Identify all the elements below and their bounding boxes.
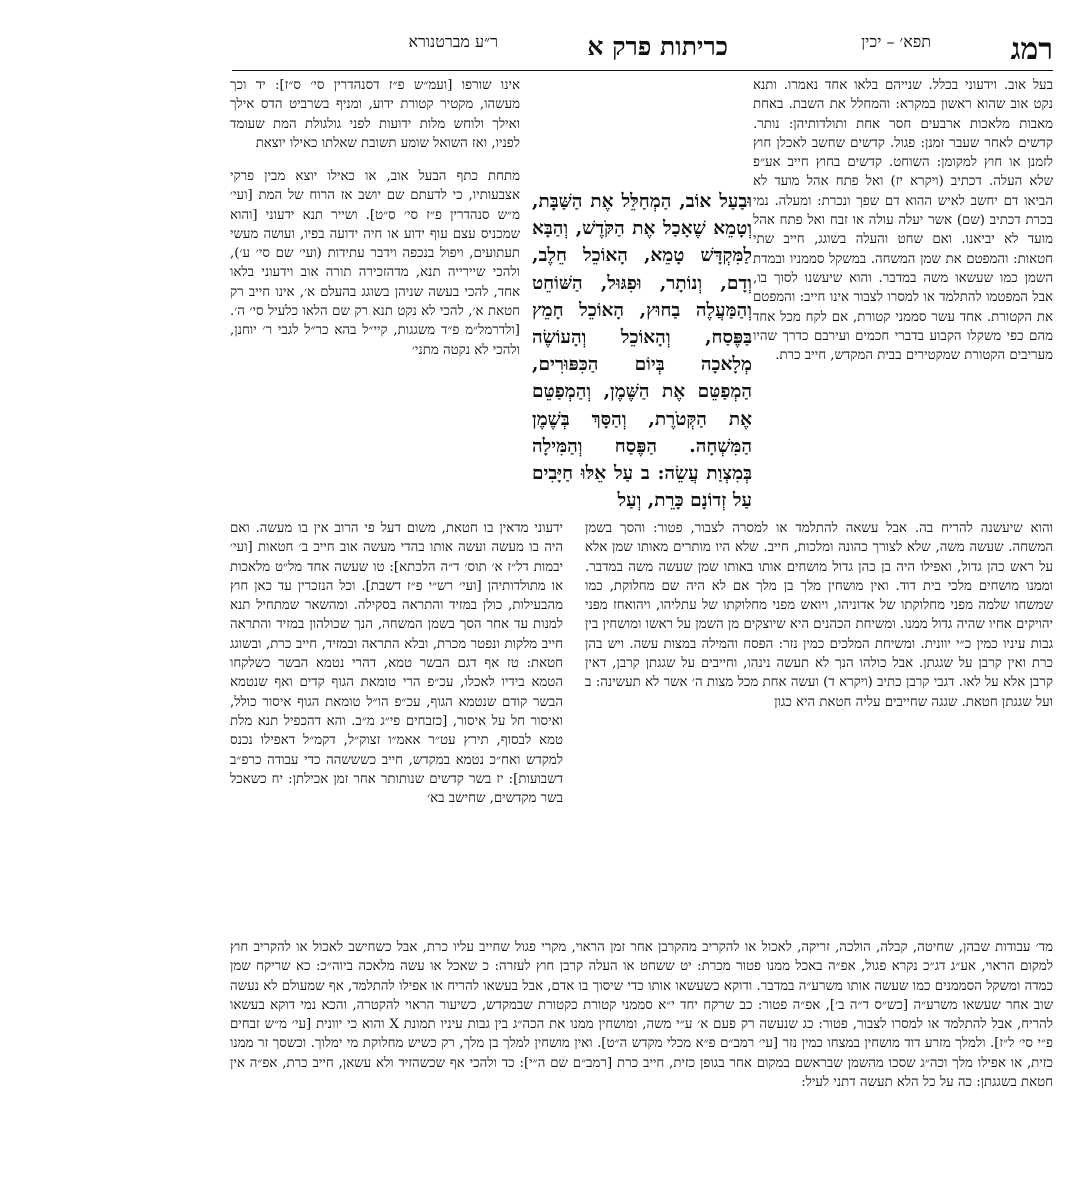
- folio-number: רמג: [1010, 32, 1053, 67]
- bartenura-commentary-top: [753, 76, 1053, 365]
- tiferet-commentary-column: [230, 167, 520, 360]
- mishnah-block: [532, 188, 752, 514]
- bartenura-text-bottom: והוא שיעשנה להריח בה. אבל עשאה להתלמד או למסרה לצבור, פטור: והסך בשמן המשחה. שעשה משה, שלא לצורך כהונה ומלכות, חייב. שלא היו מותרים מאותו שמן אלא על ראש כהן גדול, ואפילו היה בן כהן גדול מושחים אותו באותו שמן שעשה משה במדבר. וממנו מושחים מלכי בית דוד. ואין מושחין מלך בן מלך אם לא היה שם מחלוקת, כמו שמשחו שלמה מפני מחלוקתו של אדוניהו, ויואש מפני מחלוקתו של עתליהו, ויהואחז מפני יהויקים אחיו שהיה גדול ממנו. ומשיחת הכהנים היא שיוצקים מן השמן על ראשו ומושחין בין גבות עיניו כמין כ״י יוונית. ומשיחת המלכים כמין נזר: הפסח והמילה במצות עשה. ויש בהן כרת ואין קרבן על שגגתן. אבל כולהו הנך לא תעשה נינהו, וחייבים על שגגתן קרבן, דאין קרבן אלא על לאו. דגבי קרבן כתיב (ויקרא ד) ועשה אחת מכל מצות ה׳ אשר לא תעשינה: ב ועל שגגתן חטאת. שגגה שחייבים עליה חטאת היא כגון: [585, 521, 1053, 710]
- tiferet-text-top: אינו שורפו [ועמ״ש פ״ז דסנהדרין סי׳ ס״ז]: יד וכך מעשהו, מקטיר קטורת ידוע, ומניף בשרביט הדס אילך ואילך ולוחש מלות ידועות לפני גולגולת המת שעומד לפניו, ואז השואל שומע תשובת שאלתו כאילו יוצאת: [230, 78, 520, 151]
- tractate-title: כריתות פרק א: [587, 32, 728, 61]
- tiferet-commentary-bottom: [230, 938, 1053, 1092]
- page-header: [230, 32, 1053, 66]
- tiferet-text-middle: ידעוני מדאין בו חטאת, משום דעל פי הרוב אין בו מעשה. ואם היה בו מעשה ועשה אותו בהדי מעשה אוב חייב ב׳ חטאות [ועי׳ יבמות דל״ז א׳ תוס׳ ד״ה הלכתא]: טו שעשה אחד מל״ט מלאכות או מתולדותיהן [ועי׳ רש״י פ״ז דשבת]. וכל הנזכרין עד כאן חוץ מהבעילות, כולן במזיד והתראה בסקילה. ומהשאר שמתחיל תנא למנות עד אחר הסך בשמן המשחה, הנך שכולהון במזיד והתראה חייב מלקות ונפטר מכרת, ובלא התראה ובמזיד, חייב כרת, ובשוגג חטאת: טז אף דגם הבשר טמא, דהרי נטמא הבשר כשלקחו הטמא בידיו לאכלו, עכ״פ הרי טומאת הגוף קדים ואף שנטמא הבשר קודם שנטמא הגוף, עכ״פ הו״ל טומאת הגוף איסור כולל, ואיסור חל על איסור, [כזבחים פי״ג מ״ב. והא דהכפיל תנא מלת טמא לבסוף, תירץ עט״ר אאמ״ו זצוק״ל, דקמ״ל דאפילו נכנס למקדש ואח״כ נטמא במקדש, חייב כשששהה כדי עבודה כרפ״ב דשבועות]: יז בשר קדשים שנותותר אחר זמן אכילתן: יח כשאכל בשר מקדשים, שחישב בא׳: [230, 521, 563, 807]
- tiferet-text-bottom: מד׳ עבודות שבהן, שחיטה, קבלה, הולכה, זריקה, לאכול או להקריב מהקרבן אחר זמן הראוי, מקרי פגול שחייב עליו כרת, אבל כשחישב לאכול או להקריב חוץ למקום הראוי, אע״ג דג״כ נקרא פגול, אפ״ה באכל ממנו פטור מכרת: יט ששחט או העלה קרבן חוץ לעזרה: כ שאכל או עשה מלאכה ביוה״כ: כא שריקח שמן כמדה ומשקל הסממנים כמו שעשה אותו משרע״ה במדבר. ודוקא כשעשאו אותו כדי שיסוך בו אדם, אבל בעשאו להריח או אפילו להתלמד, אף שמעולם לא נעשה שוב אחר שעשאו משרע״ה [כש״ס ד״ה ב׳], אפ״ה פטור: כב שרקח יחד י״א סממני קטורת כקטורת שבמקדש, כשיעור הראוי להקטרה, והכא נמי דוקא בעשאו להריח, אבל להתלמד או למסרו לצבור, פטור: כג שנעשה רק פעם א׳ ע״י משה, ומושחין ממנו את הכה״ג בין גבות עיניו תמונת X והוא כי יוונית [עי׳ מ״ש זבחים פ״י סי׳ ל״ז]. ולמלך מזרע דוד מושחין במצחו כמין נזר [עי׳ רמב״ם פ״א מכלי מקדש ה״ט]. ואין מושחין למלך בן מלך, רק כשיש מחלוקת מי ימלוך. וכשסך זר ממנו כזית, או אפילו מלך וכה״ג שסכו מהשמן שבראשם במקום אחר בגופן כזית, חייב כרת [רמב״ם שם ה״י]: כד ולהכי אף שכשהזיד ולא עשאן, חייב כרת, אפ״ה אין חטאת בשגגתן: כה על כל הלא תעשה דתני לעיל:: [230, 940, 1053, 1091]
- header-rule: [232, 70, 1053, 71]
- mishnah-text: וּבַעַל אוֹב, הַמְחַלֵּל אֶת הַשַּׁבָּת, וְטָמֵא שֶׁאָכַל אֶת הַקֹּדֶשׁ, וְהַבָּא לַמִּקְדָּשׁ טָמֵא, הָאוֹכֵל חֵלֶב, וְדָם, וְנוֹתָר, וּפִגּוּל, הַשּׁוֹחֵט וְהַמַּעֲלֶה בַחוּץ, הָאוֹכֵל חָמֵץ בַּפֶּסַח, וְהָאוֹכֵל וְהָעוֹשֶׂה מְלָאכָה בְּיוֹם הַכִּפּוּרִים, הַמְפַטֵּם אֶת הַשֶּׁמֶן, וְהַמְפַטֵּם אֶת הַקְּטֹרֶת, וְהַסָּךְ בְּשֶׁמֶן הַמִּשְׁחָה. הַפֶּסַח וְהַמִּילָה בְּמִצְוַת עֲשֵׂה: ב עַל אֵלּוּ חַיָּבִים עַל זְדוֹנָם כָּרֵת, וְעַל: [532, 191, 752, 512]
- commentary-marker-tiferet: תפא׳ – יכין: [861, 32, 931, 51]
- commentary-marker-bartenura: ר״ע מברטנורא: [408, 32, 498, 51]
- bartenura-text-top: בעל אוב. וידעוני בכלל. שנייהם בלאו אחד נאמרו. ותנא נקט אוב שהוא ראשון במקרא: והמחלל את השבת. באחת מאבות מלאכות ארבעים חסר אחת ותולדותיהן: נותר. קדשים לאחר שעבר זמנן: פגול. קדשים שחשב לאכלן חוץ לזמנן או חוץ למקומן: השוחט. קדשים בחוץ חייב אע״פ שלא העלה. דכתיב (ויקרא יז) ואל פתח אהל מועד לא הביאו דם יחשב לאיש ההוא דם שפך ונכרת: ומעלה. נמי בכרת דכתיב (שם) אשר יעלה עולה או זבח ואל פתח אהל מועד לא יביאנו. ואם שחט והעלה בשוגג, חייב שתי חטאות: והמפטם את שמן המשחה. במשקל סממניו ובמדת השמן כמו שעשאו משה במדבר. והוא שיעשנו לסוך בו, אבל המפטמו להתלמד או למסרו לצבור אינו חייב: והמפטם את הקטורת. אחד עשר סממני קטורת, אם לקח מכל אחד מהם כפי משקלו הקבוע בדברי חכמים ועירבם כדרך שהיו מעריבים הקטורת שמקטירים בבית המקדש, חייב כרת.: [753, 78, 1053, 364]
- tiferet-commentary-top: [230, 76, 520, 153]
- tiferet-text-column: מתחת כתף הבעל אוב, או כאילו יוצא מבין פרקי אצבעותיו, כי לדעתם שם יושב אז הרוח של המת [ועי׳ מ״ש סנהדרין פ״ז סי׳ ס״ט]. ושייר תנא ידעוני [והוא שמכניס עצם עוף ידוע או חיה ידועה בפיו, ועושה מעשי תעתועים, ויפול בנכפה וידבר עתידות (ועי׳ שם סי׳ ע׳), ולהכי שיירייה תנא, מדהזכירה תורה אוב וידעוני בלאו אחד, להכי בעשה שניהן בשוגג בהעלם א׳, אינו חייב רק חטאת א׳, להכי לא נקט תנא רק שם הלאו כלעיל סי׳ ה׳. [ולדרמל״מ פ״ד משגגות, קיי״ל בהא כר״ל לגבי ר׳ יוחנן, ולהכי לא נקטה מתני׳: [230, 169, 520, 358]
- bartenura-commentary-bottom: [585, 519, 1053, 712]
- tiferet-commentary-middle: [230, 519, 563, 808]
